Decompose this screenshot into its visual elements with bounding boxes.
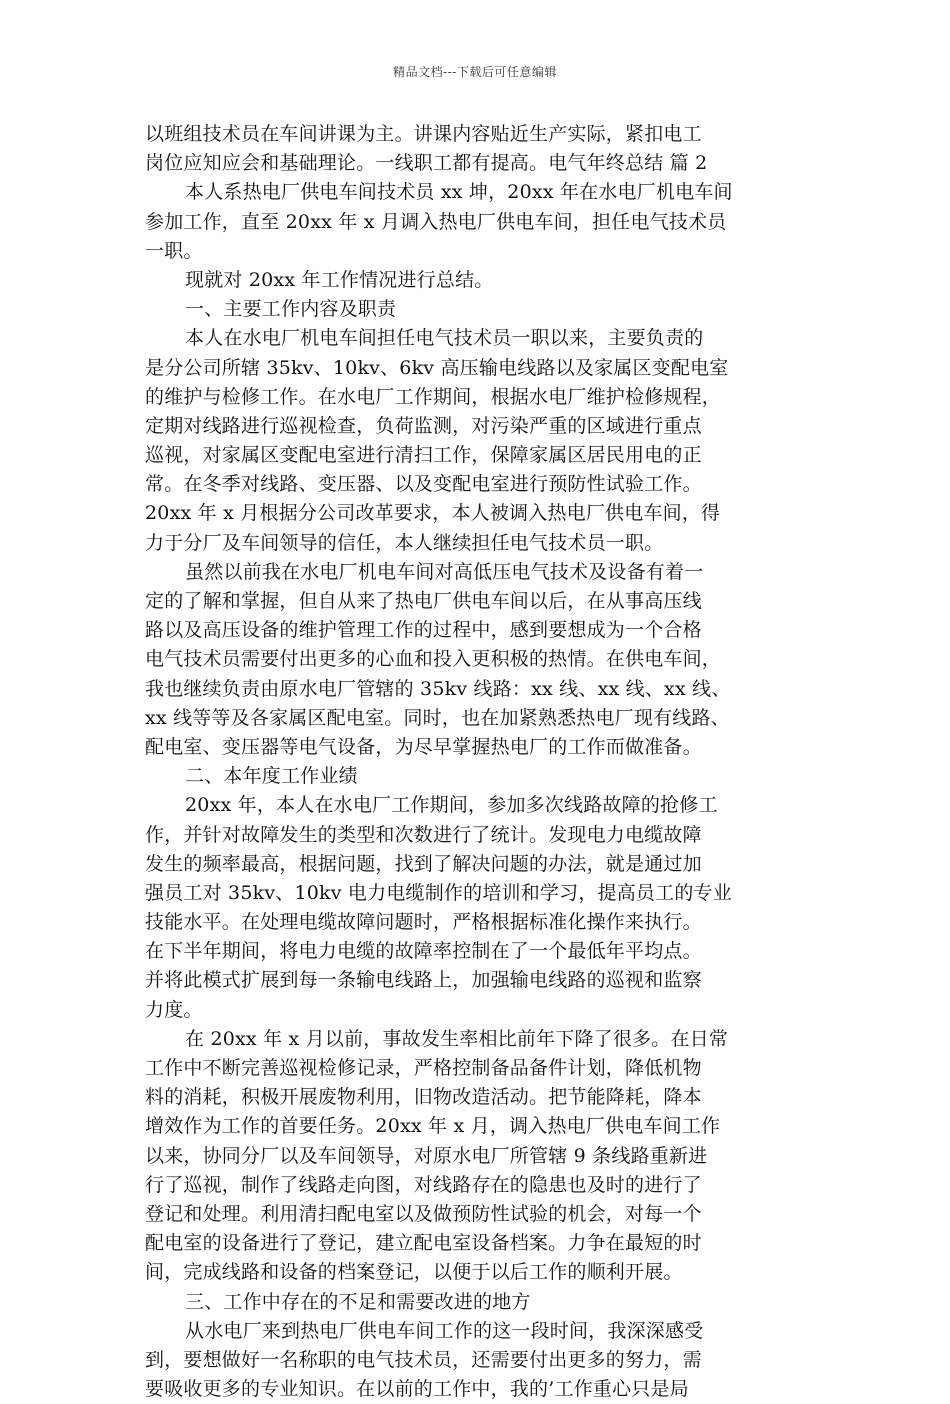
text-line: 力于分厂及车间领导的信任，本人继续担任电气技术员一职。 [145,531,664,554]
text-line: 要吸收更多的专业知识。在以前的工作中，我的’工作重心只是局 [145,1378,689,1401]
text-line: 以来，协同分厂以及车间领导，对原水电厂所管辖 9 条线路重新进 [145,1144,708,1167]
text-line: 一、主要工作内容及职责 [185,298,397,321]
text-line: 现就对 20xx 年工作情况进行总结。 [185,268,494,291]
text-line: 强员工对 35kv、10kv 电力电缆制作的培训和学习，提高员工的专业 [145,881,732,904]
document-body [145,120,810,1404]
text-line: 一职。 [145,239,203,262]
text-line: 登记和处理。利用清扫配电室以及做预防性试验的机会，对每一个 [145,1202,702,1225]
text-line: 电气技术员需要付出更多的心血和投入更积极的热情。在供电车间， [145,648,722,671]
text-line: 虽然以前我在水电厂机电车间对高低压电气技术及设备有着一 [185,560,704,583]
text-line: 作，并针对故障发生的类型和次数进行了统计。发现电力电缆故障 [145,823,702,846]
text-line: 配电室、变压器等电气设备，为尽早掌握热电厂的工作而做准备。 [145,735,702,758]
text-line: 本人系热电厂供电车间技术员 xx 坤，20xx 年在水电厂机电车间 [185,181,733,204]
text-line: 技能水平。在处理电缆故障问题时，严格根据标准化操作来执行。 [145,911,702,934]
page-header: 精品文档---下载后可任意编辑 [393,65,557,79]
text-line: 力度。 [145,998,203,1021]
text-line: 三、工作中存在的不足和需要改进的地方 [185,1290,531,1313]
text-line: 20xx 年，本人在水电厂工作期间，参加多次线路故障的抢修工 [185,794,718,817]
text-line: 从水电厂来到热电厂供电车间工作的这一段时间，我深深感受 [185,1319,704,1342]
text-line: 20xx 年 x 月根据分公司改革要求，本人被调入热电厂供电车间，得 [145,502,721,525]
text-line: 的维护与检修工作。在水电厂工作期间，根据水电厂维护检修规程， [145,385,722,408]
text-line: 料的消耗，积极开展废物利用，旧物改造活动。把节能降耗，降本 [145,1086,702,1109]
text-line: 在 20xx 年 x 月以前，事故发生率相比前年下降了很多。在日常 [185,1027,729,1050]
text-line: 发生的频率最高，根据问题，找到了解决问题的办法，就是通过加 [145,852,702,875]
text-line: 行了巡视，制作了线路走向图，对线路存在的隐患也及时的进行了 [145,1173,702,1196]
text-line: 我也继续负责由原水电厂管辖的 35kv 线路：xx 线、xx 线、xx 线、 [145,677,731,700]
text-line: 到，要想做好一名称职的电气技术员，还需要付出更多的努力，需 [145,1348,702,1371]
text-line: 常。在冬季对线路、变压器、以及变配电室进行预防性试验工作。 [145,473,702,496]
text-line: 增效作为工作的首要任务。20xx 年 x 月，调入热电厂供电车间工作 [145,1115,721,1138]
text-line: 是分公司所辖 35kv、10kv、6kv 高压输电线路以及家属区变配电室 [145,356,729,379]
text-line: xx 线等等及各家属区配电室。同时，也在加紧熟悉热电厂现有线路、 [145,706,730,729]
text-line: 二、本年度工作业绩 [185,765,358,788]
text-line: 定期对线路进行巡视检查，负荷监测，对污染严重的区域进行重点 [145,414,702,437]
text-line: 在下半年期间，将电力电缆的故障率控制在了一个最低年平均点。 [145,940,702,963]
text-line: 岗位应知应会和基础理论。一线职工都有提高。电气年终总结 篇 2 [145,152,708,175]
text-line: 巡视，对家属区变配电室进行清扫工作，保障家属区居民用电的正 [145,444,702,467]
text-line: 定的了解和掌握，但自从来了热电厂供电车间以后，在从事高压线 [145,590,702,612]
text-line: 路以及高压设备的维护管理工作的过程中，感到要想成为一个合格 [145,619,702,642]
text-line: 以班组技术员在车间讲课为主。讲课内容贴近生产实际，紧扣电工 [145,123,702,145]
text-line: 并将此模式扩展到每一条输电线路上，加强输电线路的巡视和监察 [145,969,702,992]
text-line: 工作中不断完善巡视检修记录，严格控制备品备件计划，降低机物 [145,1057,702,1079]
text-line: 本人在水电厂机电车间担任电气技术员一职以来，主要负责的 [185,327,704,350]
text-line: 参加工作，直至 20xx 年 x 月调入热电厂供电车间，担任电气技术员 [145,210,727,233]
text-line: 间，完成线路和设备的档案登记，以便于以后工作的顺利开展。 [145,1261,683,1284]
text-line: 配电室的设备进行了登记，建立配电室设备档案。力争在最短的时 [145,1232,702,1255]
